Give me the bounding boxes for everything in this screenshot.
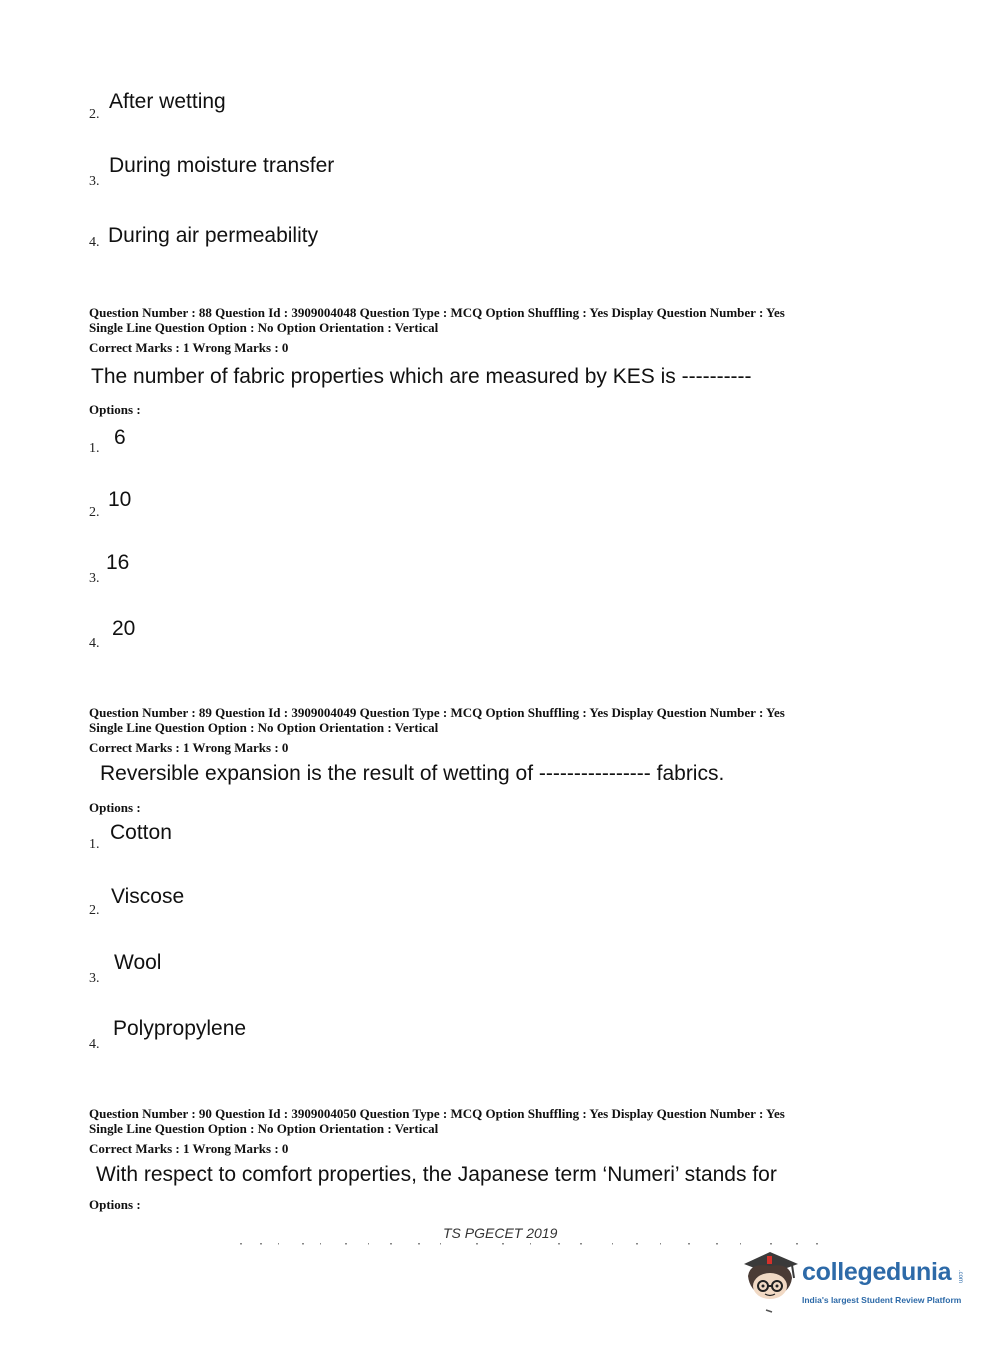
- question-meta: Question Number : 89 Question Id : 3909004049 Question Type : MCQ Option Shuffling : Yes Display Question Number : Yes: [89, 705, 785, 720]
- option-number: 2.: [89, 107, 100, 122]
- options-label: Options :: [89, 402, 141, 417]
- question-meta: Single Line Question Option : No Option Orientation : Vertical: [89, 1121, 439, 1136]
- question-marks: Correct Marks : 1 Wrong Marks : 0: [89, 340, 289, 355]
- option-text: 6: [114, 426, 126, 449]
- option-number: 4.: [89, 235, 100, 250]
- cut-off-text-line: [240, 1242, 820, 1246]
- logo-tagline: India's largest Student Review Platform: [802, 1295, 962, 1305]
- option-text: After wetting: [109, 90, 226, 113]
- option-text: 10: [108, 488, 132, 511]
- footer-exam-name: TS PGECET 2019: [443, 1225, 558, 1241]
- question-marks: Correct Marks : 1 Wrong Marks : 0: [89, 1141, 289, 1156]
- option-text: During moisture transfer: [109, 154, 335, 177]
- option-number: 2.: [89, 505, 100, 520]
- option-text: 16: [106, 551, 130, 574]
- option-number: 2.: [89, 903, 100, 918]
- option-number: 1.: [89, 441, 100, 456]
- option-number: 1.: [89, 837, 100, 852]
- option-number: 3.: [89, 571, 100, 586]
- question-meta: Single Line Question Option : No Option Orientation : Vertical: [89, 320, 439, 335]
- question-meta: Question Number : 88 Question Id : 3909004048 Question Type : MCQ Option Shuffling : Yes Display Question Number : Yes: [89, 305, 785, 320]
- option-text: Polypropylene: [113, 1017, 247, 1040]
- options-label: Options :: [89, 800, 141, 815]
- option-text: Viscose: [111, 885, 185, 908]
- logo-wordmark: collegedunia: [802, 1258, 952, 1286]
- option-text: Cotton: [110, 821, 172, 844]
- mascot-icon: [740, 1248, 802, 1314]
- question-text: The number of fabric properties which are measured by KES is ----------: [91, 365, 752, 388]
- question-meta: Single Line Question Option : No Option Orientation : Vertical: [89, 720, 439, 735]
- option-text: 20: [112, 617, 136, 640]
- question-text: With respect to comfort properties, the Japanese term ‘Numeri’ stands for: [96, 1163, 777, 1186]
- question-marks: Correct Marks : 1 Wrong Marks : 0: [89, 740, 289, 755]
- question-meta: Question Number : 90 Question Id : 3909004050 Question Type : MCQ Option Shuffling : Yes Display Question Number : Yes: [89, 1106, 785, 1121]
- collegedunia-logo: [740, 1248, 970, 1314]
- option-number: 4.: [89, 636, 100, 651]
- logo-domain: .com: [957, 1270, 963, 1284]
- option-text: Wool: [114, 951, 162, 974]
- option-text: During air permeability: [108, 224, 319, 247]
- question-text: Reversible expansion is the result of wetting of ---------------- fabrics.: [100, 762, 725, 785]
- option-number: 3.: [89, 971, 100, 986]
- options-label: Options :: [89, 1197, 141, 1212]
- option-number: 4.: [89, 1037, 100, 1052]
- option-number: 3.: [89, 174, 100, 189]
